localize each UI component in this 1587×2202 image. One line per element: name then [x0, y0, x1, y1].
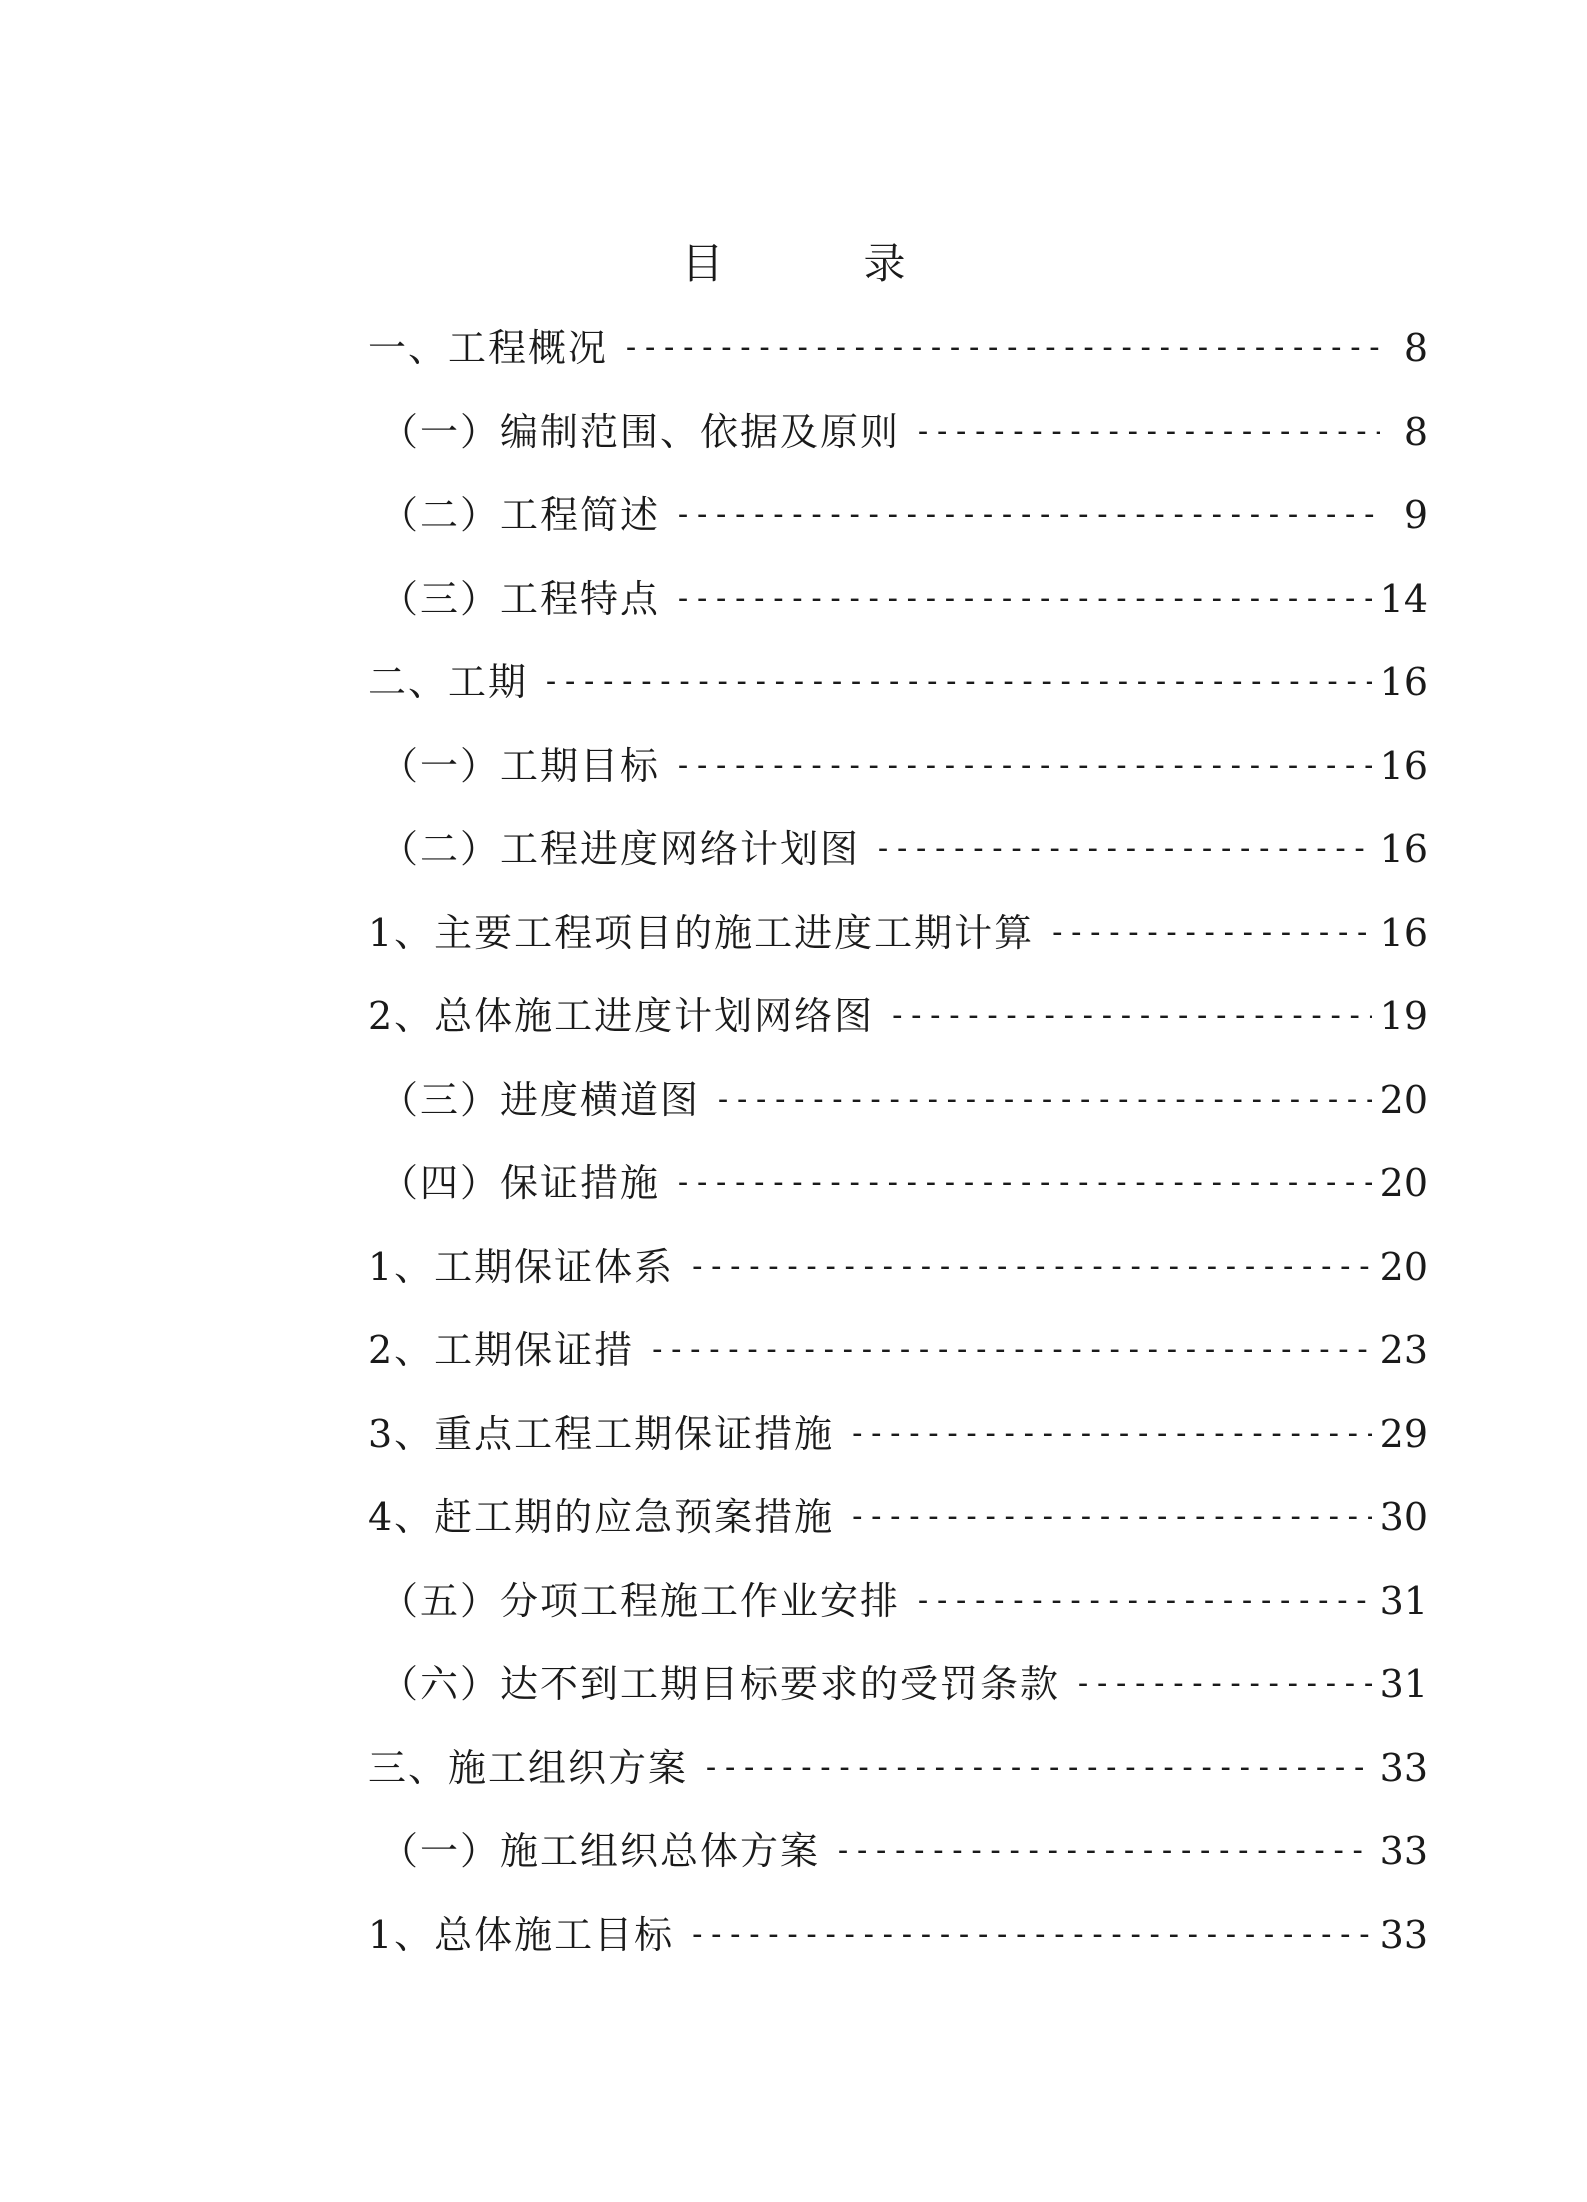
toc-entry[interactable]: [368, 1487, 1428, 1547]
toc-dot-leader: [834, 1821, 1372, 1881]
toc-entry-label: （六）达不到工期目标要求的受罚条款: [380, 1662, 1061, 1706]
toc-entry[interactable]: [368, 1738, 1428, 1798]
toc-page-number: 16: [1379, 827, 1428, 871]
toc-entry-label: （一）工期目标: [380, 743, 661, 788]
toc-page-number: 33: [1379, 1745, 1428, 1790]
toc-entry[interactable]: [380, 1654, 1428, 1714]
toc-dot-leader: [848, 1404, 1371, 1464]
toc-page-number: 33: [1379, 1829, 1428, 1873]
toc-entry-label: 3、重点工程工期保证措施: [368, 1411, 835, 1456]
toc-entry[interactable]: [368, 1404, 1428, 1464]
toc-dot-leader: [674, 736, 1372, 796]
toc-entry-label: （一）编制范围、依据及原则: [380, 409, 901, 454]
toc-entry-label: 1、工期保证体系: [368, 1244, 675, 1289]
toc-entry-label: （二）工程简述: [380, 493, 661, 537]
toc-page-number: 31: [1379, 1662, 1428, 1706]
toc-entry[interactable]: [380, 1571, 1428, 1631]
toc-page-number: 20: [1379, 1244, 1428, 1289]
toc-entry-label: 2、工期保证措: [368, 1328, 635, 1372]
toc-dot-leader: [888, 986, 1371, 1046]
toc-page-number: 31: [1379, 1578, 1428, 1623]
toc-dot-leader: [1048, 903, 1371, 963]
toc-entry[interactable]: [380, 402, 1428, 462]
toc-entry-label: 一、工程概况: [368, 326, 609, 370]
toc-entry[interactable]: [368, 986, 1428, 1046]
toc-entry-label: 4、赶工期的应急预案措施: [368, 1495, 835, 1539]
toc-page-number: 23: [1379, 1328, 1428, 1372]
toc-dot-leader: [914, 402, 1380, 462]
toc-dot-leader: [542, 652, 1372, 712]
toc-heading-char-2: 录: [863, 239, 906, 288]
toc-entry[interactable]: [380, 1821, 1428, 1881]
toc-dot-leader: [622, 318, 1380, 378]
toc-dot-leader: [1074, 1654, 1372, 1714]
toc-entry[interactable]: [380, 736, 1428, 796]
toc-page-number: 16: [1379, 660, 1428, 704]
toc-entry-label: 二、工期: [368, 660, 529, 704]
toc-heading: [0, 236, 1587, 292]
toc-dot-leader: [702, 1738, 1372, 1798]
toc-entry-label: （五）分项工程施工作业安排: [380, 1578, 901, 1623]
toc-page-number: 8: [1403, 409, 1428, 454]
toc-entry-label: 三、施工组织方案: [368, 1745, 689, 1790]
toc-entry[interactable]: [380, 819, 1428, 879]
toc-entry-label: 1、总体施工目标: [368, 1912, 675, 1957]
toc-entry-label: （一）施工组织总体方案: [380, 1829, 821, 1873]
toc-entry[interactable]: [368, 903, 1428, 963]
toc-entry-label: （四）保证措施: [380, 1161, 661, 1205]
toc-entry[interactable]: [368, 318, 1428, 378]
toc-page-number: 16: [1379, 743, 1428, 788]
toc-entry-label: 1、主要工程项目的施工进度工期计算: [368, 910, 1035, 955]
toc-dot-leader: [674, 1153, 1372, 1213]
toc-page-number: 8: [1403, 326, 1428, 370]
toc-page-number: 9: [1403, 493, 1428, 537]
toc-heading-char-1: 目: [681, 239, 724, 288]
toc-entry[interactable]: [380, 485, 1428, 545]
toc-page-number: 19: [1379, 994, 1428, 1038]
toc-entry[interactable]: [368, 652, 1428, 712]
toc-entry-label: （二）工程进度网络计划图: [380, 827, 861, 871]
toc-dot-leader: [688, 1237, 1371, 1297]
toc-entry[interactable]: [380, 1153, 1428, 1213]
toc-entry-label: （三）工程特点: [380, 576, 661, 621]
toc-dot-leader: [848, 1487, 1371, 1547]
toc-entry[interactable]: [368, 1237, 1428, 1297]
toc-dot-leader: [674, 485, 1380, 545]
toc-entry-label: 2、总体施工进度计划网络图: [368, 994, 875, 1038]
toc-page-number: 20: [1379, 1161, 1428, 1205]
toc-entry[interactable]: [380, 569, 1428, 629]
toc-page-number: 16: [1379, 910, 1428, 955]
toc-entry-label: （三）进度横道图: [380, 1077, 701, 1122]
toc-page-number: 20: [1379, 1077, 1428, 1122]
toc-dot-leader: [714, 1070, 1372, 1130]
toc-page-number: 33: [1379, 1912, 1428, 1957]
toc-dot-leader: [648, 1320, 1371, 1380]
toc-dot-leader: [914, 1571, 1372, 1631]
toc-dot-leader: [874, 819, 1372, 879]
toc-entry[interactable]: [368, 1905, 1428, 1965]
toc-entry[interactable]: [380, 1070, 1428, 1130]
toc-dot-leader: [674, 569, 1372, 629]
toc-page-number: 29: [1379, 1411, 1428, 1456]
toc-page-number: 30: [1379, 1495, 1428, 1539]
toc-entry[interactable]: [368, 1320, 1428, 1380]
toc-dot-leader: [688, 1905, 1371, 1965]
toc-page-number: 14: [1379, 576, 1428, 621]
